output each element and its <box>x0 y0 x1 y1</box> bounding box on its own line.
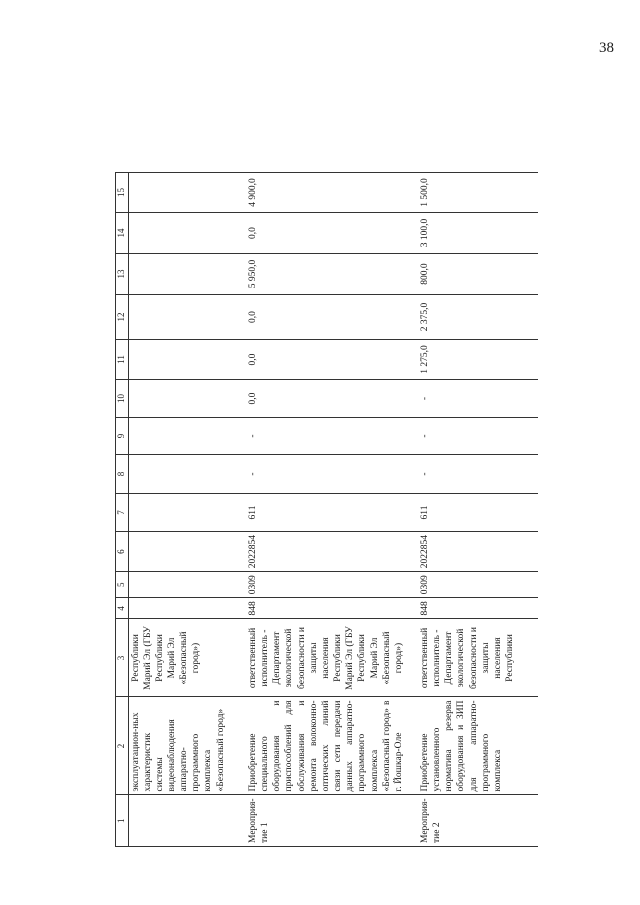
amount-col-12: 0,0 <box>246 295 418 340</box>
column-number-14: 14 <box>116 213 129 254</box>
amount-col-14: 3 100,0 <box>418 213 538 254</box>
vr-code: 611 <box>246 494 418 532</box>
row-label: Мероприя-тие 1 <box>246 795 418 847</box>
amount-col-10: 0,0 <box>246 380 418 418</box>
column-number-12: 12 <box>116 295 129 340</box>
executor: ответственный исполнитель - Департамент экологической безопасности и защиты населения Республики <box>418 619 538 697</box>
column-number-8: 8 <box>116 455 129 494</box>
executor: ответственный исполнитель - Департамент экологической безопасности и защиты населения Республики Марий Эл (ГБУ Республики Марий Эл «Безопасный город») <box>246 619 418 697</box>
column-number-3: 3 <box>116 619 129 697</box>
rzpr-code: 0309 <box>246 572 418 598</box>
column-number-6: 6 <box>116 532 129 572</box>
amount-col-13: 5 950,0 <box>246 254 418 295</box>
vr-code <box>128 494 246 532</box>
rzpr-code: 0309 <box>418 572 538 598</box>
column-number-4: 4 <box>116 598 129 619</box>
column-number-1: 1 <box>116 795 129 847</box>
column-number-row <box>116 173 129 847</box>
column-number-11: 11 <box>116 340 129 380</box>
activity-name: Приобретение специального оборудования и приспособлений для обслуживания и ремонта волоконно-оптических линий связи сети передачи данных аппаратно-программного комплекса «Безопасный город» в г. Йошкар-Оле <box>246 697 418 795</box>
grbs-code: 848 <box>418 598 538 619</box>
column-number-13: 13 <box>116 254 129 295</box>
amount-col-9 <box>128 418 246 455</box>
vr-code: 611 <box>418 494 538 532</box>
column-number-2: 2 <box>116 697 129 795</box>
amount-col-11: 1 275,0 <box>418 340 538 380</box>
csr-code <box>128 532 246 572</box>
amount-col-12 <box>128 295 246 340</box>
amount-col-8 <box>128 455 246 494</box>
executor: Республики Марий Эл (ГБУ Республики Марий Эл «Безопасный город») <box>128 619 246 697</box>
column-number-10: 10 <box>116 380 129 418</box>
column-number-5: 5 <box>116 572 129 598</box>
amount-col-10: - <box>418 380 538 418</box>
amount-col-15: 1 500,0 <box>418 173 538 213</box>
amount-col-8: - <box>418 455 538 494</box>
rzpr-code <box>128 572 246 598</box>
activity-name: Приобретение установленного норматива резерва оборудования и ЗИП для аппаратно-программного комплекса <box>418 697 538 795</box>
amount-col-13 <box>128 254 246 295</box>
amount-col-13: 800,0 <box>418 254 538 295</box>
csr-code: 2022854 <box>246 532 418 572</box>
amount-col-11 <box>128 340 246 380</box>
csr-code: 2022854 <box>418 532 538 572</box>
column-number-header <box>116 173 129 847</box>
row-label <box>128 795 246 847</box>
table-row <box>418 173 538 847</box>
page-number: 38 <box>599 40 614 56</box>
amount-col-10 <box>128 380 246 418</box>
amount-col-14 <box>128 213 246 254</box>
table-row <box>246 173 418 847</box>
grbs-code: 848 <box>246 598 418 619</box>
activity-name: эксплуатацион-ных характеристик системы видеонаблюдения аппаратно-программного комплекса «Безопасный город» <box>128 697 246 795</box>
amount-col-14: 0,0 <box>246 213 418 254</box>
table-row <box>128 173 246 847</box>
grbs-code <box>128 598 246 619</box>
row-label: Мероприя-тие 2 <box>418 795 538 847</box>
table-body <box>128 173 538 847</box>
budget-table <box>115 172 538 847</box>
amount-col-12: 2 375,0 <box>418 295 538 340</box>
amount-col-15: 4 900,0 <box>246 173 418 213</box>
amount-col-9: - <box>246 418 418 455</box>
amount-col-9: - <box>418 418 538 455</box>
column-number-15: 15 <box>116 173 129 213</box>
column-number-9: 9 <box>116 418 129 455</box>
amount-col-11: 0,0 <box>246 340 418 380</box>
column-number-7: 7 <box>116 494 129 532</box>
amount-col-8: - <box>246 455 418 494</box>
amount-col-15 <box>128 173 246 213</box>
